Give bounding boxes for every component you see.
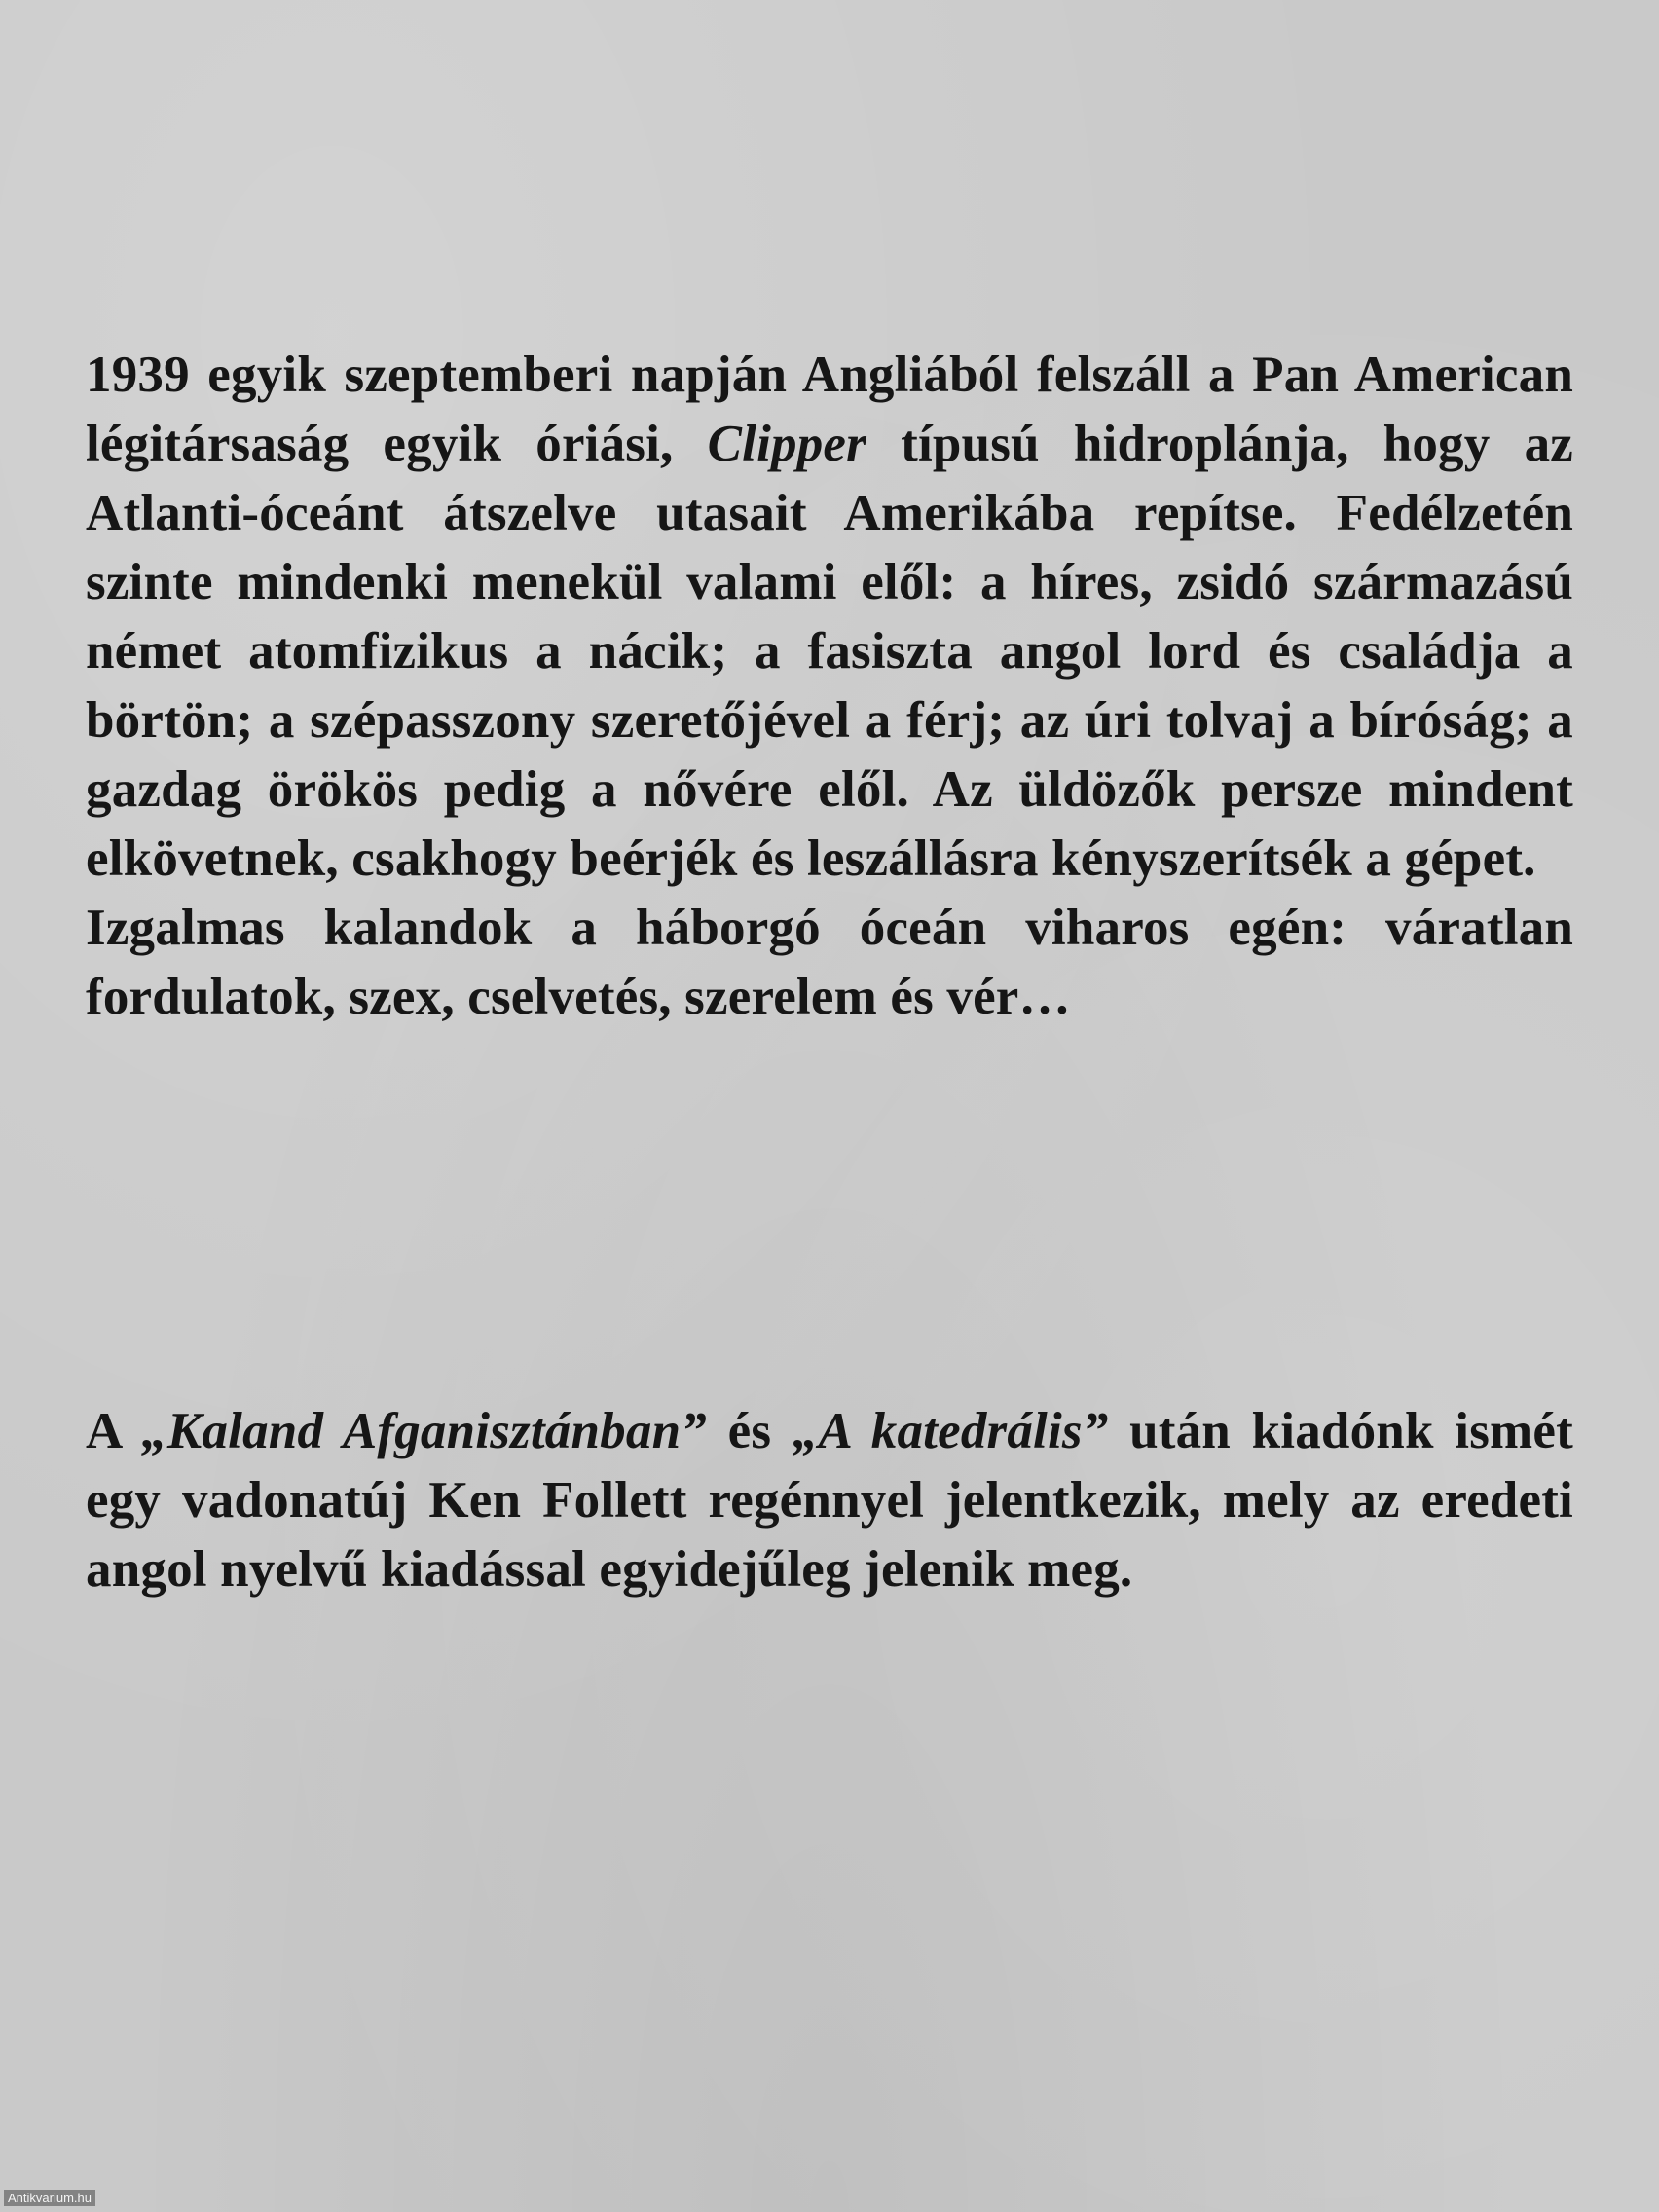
synopsis-text-start: 1939 egyik szeptemberi napján Angliából felszáll a Pan American légitársaság egyik óriási, [86, 347, 1573, 472]
publisher-note-paragraph [86, 1397, 1573, 1604]
teaser-paragraph: Izgalmas kalandok a háborgó óceán viharos egén: váratlan fordulatok, szex, cselvetés, szerelem és vér… [86, 900, 1573, 1025]
synopsis-text-end: típusú hidroplánja, hogy az Atlanti-óceánt átszelve utasait Amerikába repítse. Fedélzetén szinte mindenki menekül valami elől: a híres, zsidó származású német atomfizikus a nácik; a fasiszta angol lord és családja a börtön; a szépasszony szeretőjével a férj; az úri tolvaj a bíróság; a gazdag örökös pedig a nővére elől. Az üldözők persze mindent elkövetnek, csakhogy beérjék és leszállásra kényszerítsék a gépet. [86, 416, 1573, 887]
synopsis-paragraph [86, 341, 1573, 894]
publisher-note-prefix: A [86, 1403, 142, 1459]
publisher-note-and: és [706, 1403, 793, 1459]
previous-title-2: „A katedrális” [792, 1403, 1109, 1459]
publisher-note [86, 1397, 1573, 1604]
synopsis-block [86, 341, 1573, 1032]
publisher-note-suffix: után kiadónk ismét egy vadonatúj Ken Follett regénnyel jelentkezik, mely az eredeti angol nyelvű kiadással egyidejűleg jelenik meg. [86, 1403, 1573, 1598]
watermark: Antikvarium.hu [4, 2190, 95, 2206]
previous-title-1: „Kaland Afganisztánban” [141, 1403, 707, 1459]
aircraft-name: Clipper [707, 416, 866, 472]
